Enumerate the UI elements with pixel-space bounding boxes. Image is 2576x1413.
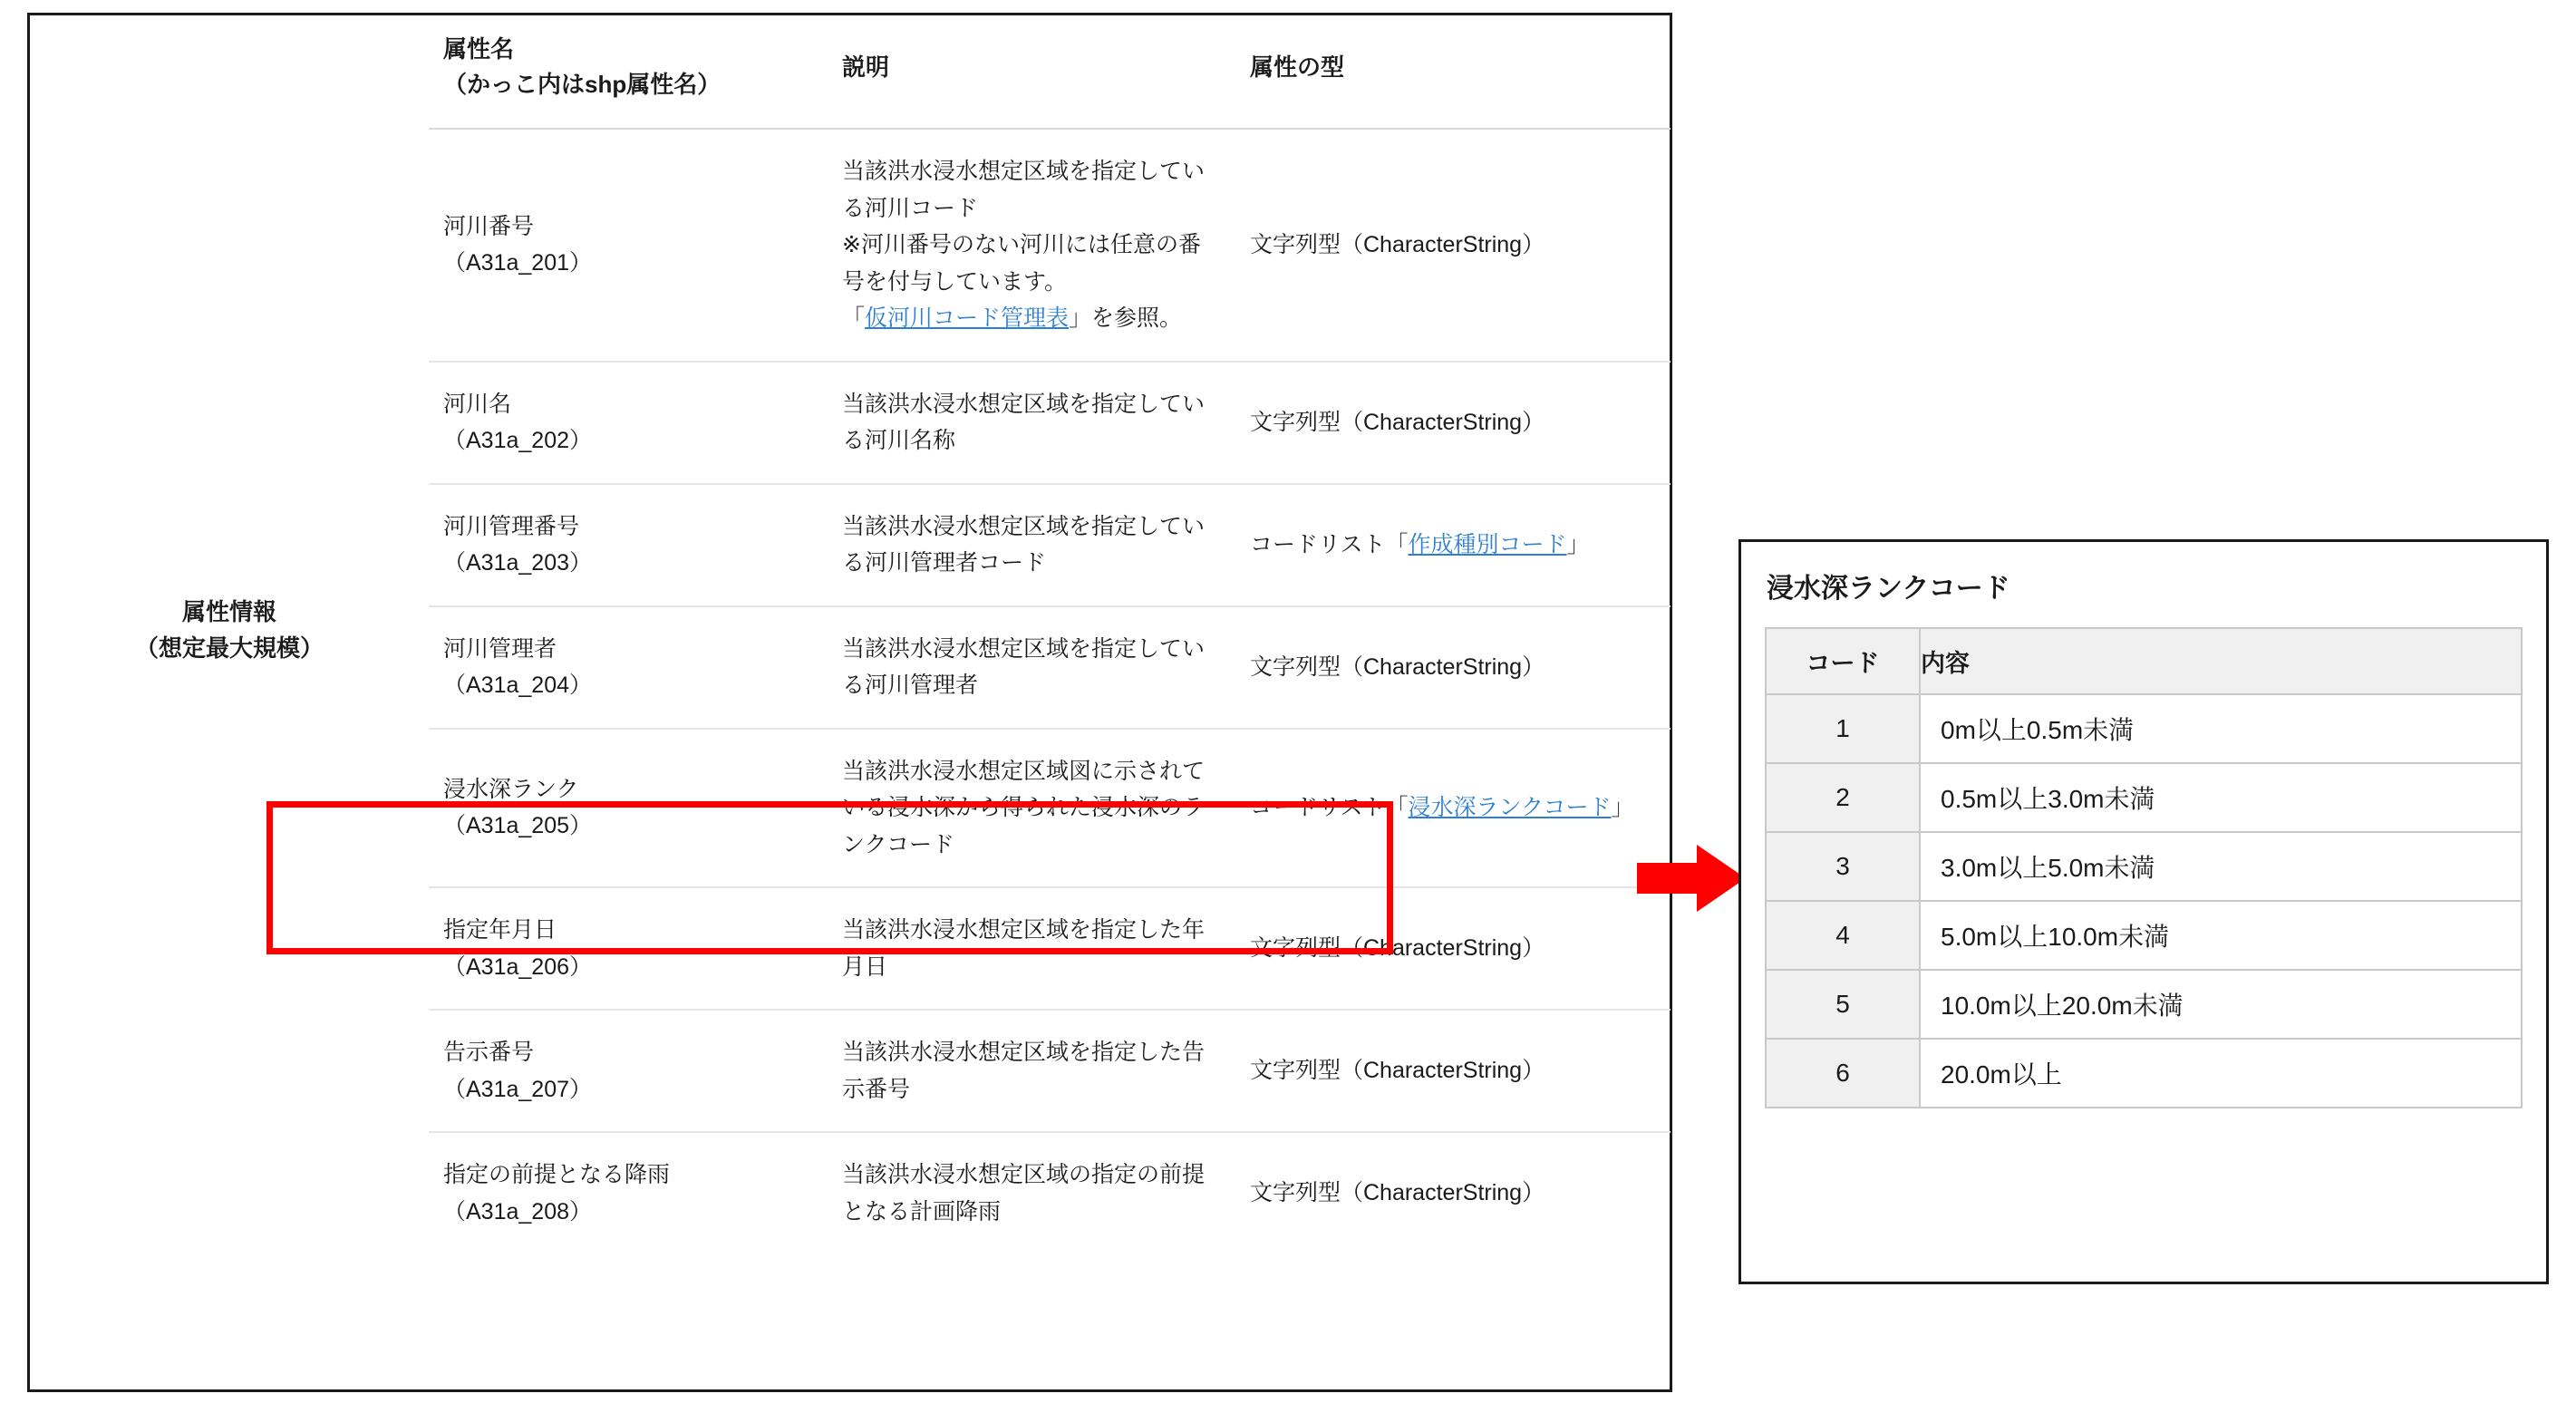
attribute-name-line1: 指定の前提となる降雨	[443, 1162, 671, 1187]
group-label-line2: （想定最大規模）	[134, 634, 324, 662]
attribute-description	[828, 729, 1235, 888]
attribute-description	[828, 887, 1235, 1010]
type-text: 文字列型（CharacterString）	[1250, 409, 1545, 435]
code-table-row	[1766, 832, 2522, 901]
attribute-type	[1235, 887, 1671, 1010]
code-value: 2	[1766, 763, 1920, 832]
code-value: 4	[1766, 901, 1920, 970]
attribute-name-line1: 河川管理者	[443, 635, 557, 662]
attribute-type	[1235, 1132, 1671, 1253]
code-value: 6	[1766, 1039, 1920, 1108]
column-header-type: 属性の型	[1235, 15, 1671, 129]
description-text: 当該洪水浸水想定区域図に示されている浸水深から得られた浸水深のランクコード	[842, 758, 1206, 857]
type-text-post: 」	[1566, 531, 1590, 557]
code-table-header-row	[1766, 628, 2522, 694]
attribute-description	[828, 1010, 1235, 1132]
attribute-type	[1235, 606, 1671, 729]
type-link[interactable]: 浸水深ランクコード	[1408, 795, 1612, 820]
attribute-description	[828, 484, 1235, 606]
attribute-type	[1235, 729, 1671, 888]
description-text: 当該洪水浸水想定区域の指定の前提となる計画降雨	[842, 1162, 1206, 1224]
column-header-name	[429, 15, 828, 129]
attribute-name	[429, 484, 828, 606]
attribute-name	[429, 729, 828, 888]
code-table-row	[1766, 763, 2522, 832]
attribute-info-panel	[27, 13, 1672, 1392]
attribute-table	[30, 15, 1671, 1253]
attribute-type	[1235, 129, 1671, 362]
attribute-description	[828, 606, 1235, 729]
group-label-cell	[30, 15, 429, 1253]
code-table-row	[1766, 901, 2522, 970]
description-text: 当該洪水浸水想定区域を指定した告示番号	[842, 1040, 1206, 1102]
content-column-header: 内容	[1920, 628, 2522, 694]
type-text-post: 」	[1611, 795, 1634, 820]
table-header-row	[30, 15, 1671, 129]
attribute-name-line2: （A31a_201）	[443, 250, 593, 276]
type-text: 文字列型（CharacterString）	[1250, 1180, 1545, 1206]
type-text: 文字列型（CharacterString）	[1250, 653, 1545, 680]
group-label-line1: 属性情報	[181, 597, 276, 625]
attribute-name-line2: （A31a_207）	[443, 1076, 593, 1102]
attribute-name-line2: （A31a_208）	[443, 1198, 593, 1224]
column-header-name-line2: （かっこ内はshp属性名）	[443, 71, 721, 98]
code-content: 0.5m以上3.0m未満	[1920, 763, 2522, 832]
attribute-description	[828, 362, 1235, 484]
attribute-type	[1235, 1010, 1671, 1132]
attribute-name-line1: 河川名	[443, 391, 512, 417]
attribute-type	[1235, 362, 1671, 484]
description-text: 当該洪水浸水想定区域を指定している河川管理者コード	[842, 513, 1206, 576]
description-text: 当該洪水浸水想定区域を指定した年月日	[842, 917, 1206, 980]
attribute-name-line1: 河川管理番号	[443, 513, 580, 539]
code-value: 5	[1766, 970, 1920, 1039]
description-link[interactable]: 仮河川コード管理表	[865, 305, 1070, 331]
attribute-name-line2: （A31a_206）	[443, 953, 593, 980]
code-content: 10.0m以上20.0m未満	[1920, 970, 2522, 1039]
code-value: 3	[1766, 832, 1920, 901]
description-text: 当該洪水浸水想定区域を指定している河川管理者	[842, 635, 1206, 698]
code-list-title: 浸水深ランクコード	[1767, 574, 2010, 604]
description-text-post: 」を参照。	[1069, 305, 1183, 331]
code-table-row	[1766, 694, 2522, 763]
attribute-type	[1235, 484, 1671, 606]
code-list-table	[1765, 627, 2523, 1108]
column-header-name-line1: 属性名	[443, 35, 515, 63]
code-content: 5.0m以上10.0m未満	[1920, 901, 2522, 970]
attribute-description	[828, 1132, 1235, 1253]
attribute-name-line1: 浸水深ランク	[443, 776, 579, 802]
type-text: コードリスト「	[1250, 531, 1409, 557]
attribute-name-line2: （A31a_205）	[443, 813, 593, 839]
attribute-name-line2: （A31a_203）	[443, 550, 593, 576]
attribute-name-line2: （A31a_202）	[443, 428, 593, 453]
type-text: コードリスト「	[1250, 795, 1409, 820]
code-content: 20.0m以上	[1920, 1039, 2522, 1108]
type-link[interactable]: 作成種別コード	[1408, 531, 1567, 557]
type-text: 文字列型（CharacterString）	[1250, 232, 1545, 257]
attribute-name	[429, 1010, 828, 1132]
arrow-icon	[1637, 843, 1746, 914]
code-content: 0m以上0.5m未満	[1920, 694, 2522, 763]
code-list-panel	[1738, 539, 2549, 1284]
description-text: 当該洪水浸水想定区域を指定している河川名称	[842, 391, 1206, 453]
attribute-name	[429, 129, 828, 362]
attribute-name	[429, 362, 828, 484]
attribute-name	[429, 606, 828, 729]
attribute-description	[828, 129, 1235, 362]
code-table-row	[1766, 1039, 2522, 1108]
type-text: 文字列型（CharacterString）	[1250, 935, 1545, 962]
attribute-name-line1: 告示番号	[443, 1040, 535, 1065]
attribute-name	[429, 1132, 828, 1253]
code-content: 3.0m以上5.0m未満	[1920, 832, 2522, 901]
attribute-name-line1: 河川番号	[443, 213, 535, 239]
type-text: 文字列型（CharacterString）	[1250, 1058, 1545, 1084]
attribute-name	[429, 887, 828, 1010]
column-header-description: 説明	[828, 15, 1235, 129]
attribute-name-line1: 指定年月日	[443, 917, 557, 943]
attribute-name-line2: （A31a_204）	[443, 673, 593, 698]
code-column-header: コード	[1766, 628, 1920, 694]
description-text: 当該洪水浸水想定区域を指定している河川コード ※河川番号のない河川には任意の番号を付与しています。 「	[842, 159, 1206, 331]
code-value: 1	[1766, 694, 1920, 763]
code-table-row	[1766, 970, 2522, 1039]
